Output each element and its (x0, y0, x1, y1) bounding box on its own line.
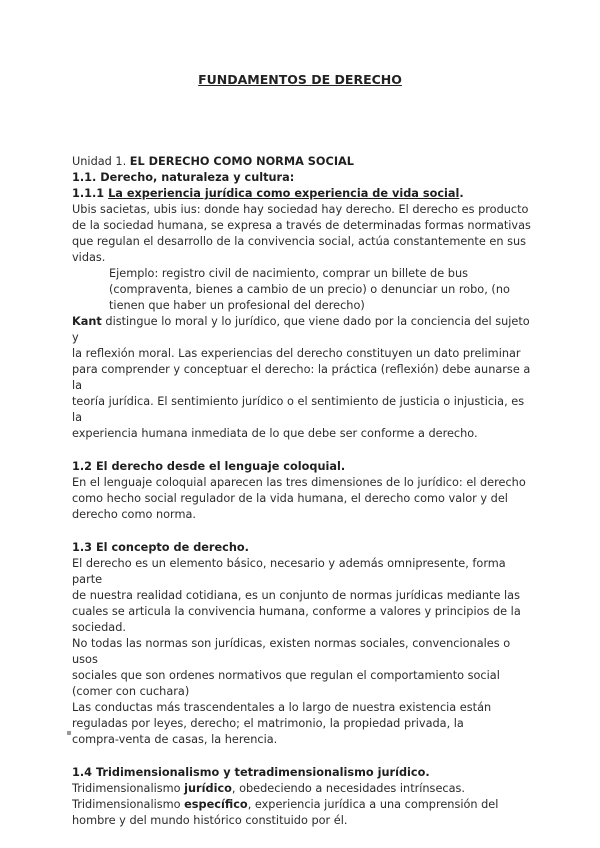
paragraph-line: (comer con cuchara) (72, 685, 190, 698)
section-1-3-heading: 1.3 El concepto de derecho. (72, 541, 249, 554)
section-1-1-1-title: La experiencia jurídica como experiencia de vida social (108, 187, 460, 200)
paragraph-line: sociedad. (72, 621, 126, 634)
unit-name: EL DERECHO COMO NORMA SOCIAL (129, 155, 354, 168)
text-run: , experiencia jurídica a una comprensión del (247, 798, 499, 811)
text-run: Tridimensionalismo (72, 798, 185, 811)
section-gap (72, 523, 532, 540)
paragraph-line: la reflexión moral. Las experiencias del derecho constituyen un dato preliminar (72, 347, 521, 360)
margin-mark (67, 731, 71, 735)
paragraph-line: cuales se articula la convivencia humana, conforme a valores y principios de la (72, 605, 521, 618)
paragraph-line: Las conductas más trascendentales a lo largo de nuestra existencia están (72, 701, 492, 714)
section-1-1-1-number: 1.1.1 (72, 187, 105, 200)
paragraph-line: que regulan el desarrollo de la convivencia social, actúa constantemente en sus (72, 235, 527, 248)
example-line: (compraventa, bienes a cambio de un precio) o denunciar un robo, (no (109, 283, 510, 296)
kant-first-rest: distingue lo moral y lo jurídico, que viene dado por la conciencia del sujeto y (72, 315, 530, 344)
paragraph-line: En el lenguaje coloquial aparecen las tres dimensiones de lo jurídico: el derecho (72, 476, 526, 489)
paragraph-line: Ubis sacietas, ubis ius: donde hay sociedad hay derecho. El derecho es producto (72, 203, 529, 216)
section-gap (72, 442, 532, 459)
paragraph-line: de nuestra realidad cotidiana, es un conjunto de normas jurídicas mediante las (72, 589, 520, 602)
text-run: Tridimensionalismo (72, 782, 185, 795)
paragraph-line: hombre y del mundo histórico constituido por él. (72, 814, 348, 827)
document-body (72, 154, 532, 829)
paragraph-line: No todas las normas son jurídicas, existen normas sociales, convencionales o usos (72, 637, 511, 666)
unit-prefix: Unidad 1. (72, 155, 127, 168)
bold-term: específico (184, 798, 248, 811)
paragraph-line: experiencia humana inmediata de lo que debe ser conforme a derecho. (72, 427, 478, 440)
paragraph-line: como hecho social regulador de la vida humana, el derecho como valor y del (72, 492, 508, 505)
paragraph-line: vidas. (72, 251, 106, 264)
example-line: tienen que haber un profesional del derecho) (109, 299, 365, 312)
section-1-1-1-end: . (459, 187, 464, 200)
section-gap (72, 748, 532, 765)
paragraph-line (72, 781, 532, 797)
unit-heading (72, 154, 532, 170)
paragraph-line: sociales que son ordenes normativos que regulan el comportamiento social (72, 669, 500, 682)
section-1-1-1-heading (72, 186, 532, 202)
paragraph-line: teoría jurídica. El sentimiento jurídico o el sentimiento de justicia o injusticia, es la (72, 395, 525, 424)
example-line: Ejemplo: registro civil de nacimiento, comprar un billete de bus (109, 267, 468, 280)
paragraph-line: reguladas por leyes, derecho; el matrimonio, la propiedad privada, la (72, 717, 464, 730)
section-1-2-heading: 1.2 El derecho desde el lenguaje coloquial. (72, 460, 346, 473)
kant-paragraph-first-line (72, 314, 532, 346)
paragraph-line (72, 797, 532, 813)
paragraph-line: de la sociedad humana, se expresa a través de determinadas formas normativas (72, 219, 531, 232)
paragraph-line: para comprender y conceptuar el derecho: la práctica (reflexión) debe aunarse a la (72, 363, 531, 392)
paragraph-line: El derecho es un elemento básico, necesario y además omnipresente, forma parte (72, 557, 506, 586)
section-1-4-heading: 1.4 Tridimensionalismo y tetradimensionalismo jurídico. (72, 766, 430, 779)
kant-name: Kant (72, 315, 102, 328)
paragraph-line: compra-venta de casas, la herencia. (72, 733, 278, 746)
text-run: , obedeciendo a necesidades intrínsecas. (231, 782, 466, 795)
section-1-1-heading: 1.1. Derecho, naturaleza y cultura: (72, 171, 295, 184)
bold-term: jurídico (184, 782, 232, 795)
paragraph-line: derecho como norma. (72, 508, 197, 521)
document-title: FUNDAMENTOS DE DERECHO (198, 72, 402, 87)
